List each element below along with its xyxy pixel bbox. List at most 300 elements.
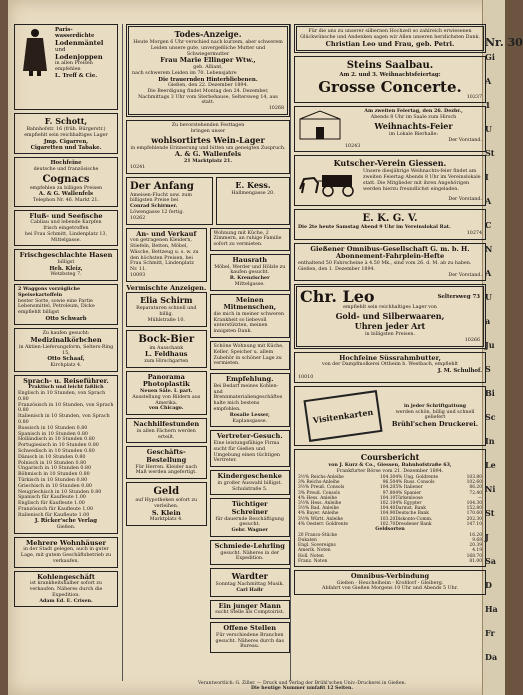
ad-title: Gießener Omnibus-Gesellschaft G. m. b. H. bbox=[310, 244, 470, 253]
wein-ad bbox=[126, 120, 290, 174]
table-cell: 202.30 bbox=[466, 516, 482, 522]
section-title: Vermischte Anzeigen. bbox=[126, 283, 207, 292]
kurs-table bbox=[298, 475, 482, 527]
list-item: Spanisch für Kaufleute 1.00 bbox=[18, 495, 86, 501]
ad-big: Grosse Concerte. bbox=[318, 77, 462, 96]
ad-text2: werden schön, billig und schnell geliefert bbox=[395, 409, 475, 421]
todes-anzeige bbox=[126, 24, 290, 117]
ad-number: 10268 bbox=[268, 106, 284, 112]
list-item: Griechisch in 10 Stunden 0.80 bbox=[18, 483, 92, 489]
wohnhaeuser-ad bbox=[14, 537, 118, 568]
list-item: Schwedisch in 10 Stunden 0.80 bbox=[18, 448, 95, 454]
schott-ad bbox=[14, 113, 118, 154]
ad-text: in allen Fächern werden erteilt. bbox=[136, 428, 196, 440]
butter-ad bbox=[294, 352, 486, 384]
ad-firm: Carl Hallr bbox=[236, 586, 264, 593]
table-cell: 102.60 bbox=[466, 480, 482, 486]
ad-title: Wardter bbox=[231, 571, 268, 582]
hausrath-ad bbox=[210, 254, 291, 291]
ad-addr: Mühlstraße 10. bbox=[147, 317, 185, 323]
column-2 bbox=[122, 24, 290, 681]
list-item: Ungarisch in 10 Stunden 0.80 bbox=[18, 466, 92, 472]
ad-title: Schmiede-Lehrling bbox=[214, 541, 285, 550]
ad-title: Geschäfts-Bestellung bbox=[146, 448, 187, 465]
ad-number: 10274 bbox=[466, 230, 482, 236]
anfang-ad bbox=[126, 177, 213, 225]
ad-line: empfehlen bbox=[55, 67, 81, 73]
mann-ad bbox=[210, 600, 291, 619]
list-item: Englisch in 10 Stunden, von Sprach 0.80 bbox=[18, 390, 106, 402]
table-cell: 4% Oesterr. Goldrente bbox=[298, 521, 348, 527]
visitenkarten-ad bbox=[294, 386, 486, 446]
ad-text: Unsere diesjährige Weihnachts-feier findet am zweiten Feiertag Abends 8 Uhr im Vereinslokale statt. Die Mitglieder mit ihren Angehörigen werden hierzu freundlichst eingeladen. bbox=[363, 169, 481, 192]
panorama-ad bbox=[126, 371, 207, 415]
table-cell: 104.10 bbox=[379, 495, 396, 501]
kartoffel-ad bbox=[14, 284, 118, 325]
ad-firm: Rosalie Lesser, bbox=[229, 411, 270, 418]
ad-headline: Lodenmäntel bbox=[55, 38, 104, 47]
table-cell: 72.40 bbox=[469, 490, 482, 496]
ad-firm: Gebr. Wagner bbox=[231, 527, 268, 534]
ad-place: Gießen, den 22. Dezember 1894. bbox=[167, 82, 249, 88]
ad-firm: Otto Schaaf, bbox=[47, 356, 85, 363]
edge-text-fragment: N bbox=[485, 244, 493, 254]
column-3 bbox=[290, 24, 486, 681]
table-cell: 3½% Preuß. Consols bbox=[298, 485, 345, 491]
table-cell: Franz. Noten bbox=[298, 558, 328, 564]
ad-line: und bbox=[55, 47, 66, 54]
ad-text: von getragenen Kleidern, Stiefeln, Betten, Möbel, Wäsche, Bettzeug u. s. w. zu den höchsten Preisen, bei Frau Schmitt, Lindenplatz Nr. 11. bbox=[130, 238, 199, 273]
table-cell: 3½% Reichs-Anleihe bbox=[298, 474, 344, 480]
edge-text-fragment: D bbox=[485, 580, 492, 590]
sorten-table bbox=[298, 533, 482, 564]
table-cell: 104.30 bbox=[466, 500, 482, 506]
table-cell: 20.39 bbox=[469, 543, 482, 549]
ad-pre2: deutsche und französische bbox=[33, 166, 99, 172]
ad-title: E. Kess. bbox=[235, 179, 271, 190]
ad-title: E. K. G. V. bbox=[362, 213, 418, 225]
ad-text: Gießen - Heuchelheim - Krofdorf - Gleiberg. bbox=[336, 580, 444, 586]
schreiner-ad bbox=[210, 498, 291, 537]
table-cell: 96.50 bbox=[382, 480, 396, 486]
ad-addr: Kaplansgasse. bbox=[232, 418, 268, 424]
ad-funeral: Die Beerdigung findet Montag den 24. Dezember, Nachmittags 3 Uhr vom Sterbehause, Seltersweg 14, aus statt. bbox=[138, 88, 278, 106]
ad-text: in jeder Schriftgattung bbox=[403, 402, 467, 409]
ad-text: Für Herren. Kleider nach Maß werden angefertigt. bbox=[135, 464, 198, 476]
ad-title: Steins Saalbau. bbox=[346, 60, 434, 72]
footer-note: Die heutige Nummer umfaßt 12 Seiten. bbox=[251, 686, 353, 691]
kutscher-ad bbox=[294, 155, 486, 206]
ad-text: in billigsten Preisen. bbox=[364, 332, 416, 338]
ad-firm: S. Klein bbox=[151, 508, 181, 517]
ad-sub: Praktisch und leicht faßlich bbox=[28, 384, 104, 391]
ad-title: Bock-Bier bbox=[138, 333, 195, 345]
deceased-name: Frau Marie Ellinger Wtw., bbox=[160, 56, 256, 65]
ad-number: 10237 bbox=[466, 94, 482, 100]
omnibus-ad bbox=[294, 243, 486, 282]
ad-title: Mehrere Wohnhäuser bbox=[25, 538, 107, 547]
edge-text-fragment: I bbox=[485, 172, 489, 182]
table-cell: 103.20 bbox=[379, 516, 396, 522]
row-anfang bbox=[126, 177, 290, 228]
ad-names: Christian Leo und Frau, geb. Petri. bbox=[325, 39, 455, 48]
col2-left bbox=[126, 228, 207, 657]
edge-text-fragment: Sa bbox=[485, 556, 496, 566]
weihnacht-ad bbox=[294, 106, 486, 152]
table-cell: 4% Egypter bbox=[395, 500, 422, 506]
ad-text: auf Hypotheken sofort zu verleihen. bbox=[135, 498, 198, 510]
table-cell: 104.40 bbox=[379, 506, 396, 512]
ad-title: Omnibus-Verbindung bbox=[350, 571, 430, 580]
edge-text-fragment: U bbox=[485, 292, 492, 302]
ad-addr: zum Hirschgarten bbox=[144, 359, 189, 365]
ad-sig: Die trauernden Hinterbliebenen. bbox=[158, 76, 258, 83]
ad-addr: Gießen. bbox=[56, 524, 76, 530]
ad-sub: Bahnhofstr. 16 (früh. Bürgerstr.) bbox=[26, 127, 106, 132]
table-cell: 4.19 bbox=[472, 548, 482, 554]
edge-text-fragment: Ni bbox=[485, 484, 496, 494]
saalbau-ad bbox=[294, 56, 486, 103]
table-cell: 86.20 bbox=[469, 485, 482, 491]
ad-item: Cigaretten und Tabake. bbox=[30, 145, 102, 151]
list-item: Polnisch in 10 Stunden 0.80 bbox=[18, 460, 87, 466]
ad-text: enthaltend 50 Fahrscheine à 4.50 Mk., sind vom 26. d. M. ab zu haben. bbox=[298, 260, 472, 266]
ad-title: Tüchtiger Schreiner bbox=[231, 500, 268, 516]
ad-firm: Der Vorstand. bbox=[448, 197, 482, 203]
geld-ad bbox=[126, 482, 207, 526]
ad-addr: Löwengasse 12 fertig. bbox=[130, 209, 184, 215]
table-cell: Amerik. Noten bbox=[298, 548, 331, 554]
wohnung-ad bbox=[210, 228, 291, 251]
ad-firm: Der Vorstand. bbox=[448, 272, 482, 278]
schmiede-ad bbox=[210, 540, 291, 565]
ad-title: Hochfeine Süssrahmbutter, bbox=[339, 353, 441, 362]
visitenkarte-card-graphic bbox=[303, 390, 382, 442]
bockbier-ad bbox=[126, 330, 207, 368]
row-mid bbox=[126, 228, 290, 657]
ad-pre2: bringen unser bbox=[190, 128, 226, 134]
list-item: Englisch für Kaufleute 1.00 bbox=[18, 501, 85, 507]
column-1 bbox=[14, 24, 118, 681]
table-cell: 104.30 bbox=[379, 474, 396, 480]
edge-text-fragment: J bbox=[485, 532, 489, 542]
table-cell: 103.80 bbox=[466, 474, 482, 480]
carriage-icon bbox=[298, 169, 360, 197]
coat-figure-icon bbox=[18, 27, 52, 77]
ad-text: Neuen Säle. I. part. bbox=[140, 388, 193, 395]
ad-text2: Conrad Schirmer. bbox=[130, 203, 178, 210]
edge-text-fragment: St bbox=[485, 508, 495, 518]
ad-text2: Abfahrt von Gießen Morgens 10 Uhr und Abends 5 Uhr. bbox=[321, 586, 459, 592]
edge-text-fragment: S bbox=[485, 364, 491, 374]
ad-text: Ameisen-Flucht usw. zum billigsten Preise bei bbox=[130, 192, 192, 204]
ad-text: Schöne Wohnung mit Küche, Keller, Speicher u. allem Zubehör in schöner Lage zu vermieten. bbox=[213, 344, 284, 367]
wardter-ad bbox=[210, 568, 291, 597]
ad-text: Wohnung mit Küche, 2 Zimmern, an ruhige Familie sofort zu vermieten. bbox=[213, 230, 282, 248]
ad-text: von der Dampfmolkerei Ottheim b. Westbach, empfiehlt bbox=[322, 362, 458, 368]
ad-title: An- und Verkauf bbox=[136, 229, 197, 238]
edge-text-fragment: Gi bbox=[485, 52, 495, 62]
ad-number: 10010 bbox=[298, 374, 314, 380]
table-cell: 4% Ung. Goldrente bbox=[395, 474, 439, 480]
ad-number: 10266 bbox=[464, 337, 480, 343]
kess-ad bbox=[216, 177, 290, 225]
hall-icon bbox=[298, 109, 342, 141]
ad-text: Reparaturen schnell und billig. bbox=[136, 306, 197, 318]
list-item: Französisch für Kaufleute 1.00 bbox=[18, 506, 94, 512]
kutscher-row bbox=[298, 169, 482, 197]
edge-text-fragment: In bbox=[485, 436, 495, 446]
table-cell: 3½% Hess. Anleihe bbox=[298, 500, 342, 506]
ekgv-ad bbox=[294, 209, 486, 240]
table-cell: 97.80 bbox=[382, 490, 396, 496]
table-cell: 4% Bayer. Anleihe bbox=[298, 511, 339, 517]
ad-firm: Adam Ed. E. Crisen. bbox=[39, 597, 93, 604]
ad-title: Der Anfang bbox=[130, 180, 194, 192]
deceased-geb: geb. Alliant, bbox=[193, 64, 223, 70]
list-item: Portugiesisch in 10 Stunden 0.80 bbox=[18, 443, 99, 449]
ad-pre: Zu bevorstehenden Festtagen bbox=[171, 122, 245, 128]
ad-addr: Wetzbsteg 7. bbox=[50, 272, 82, 278]
ad-text: in großer Auswahl billigst. bbox=[217, 480, 283, 486]
ad-title: Kohlengeschäft bbox=[37, 572, 95, 581]
ad-addr: Marktplatz 4. bbox=[149, 517, 183, 523]
sprachfuehrer-ad bbox=[14, 375, 118, 534]
list-item: Französisch in 10 Stunden, von Sprach 0.80 bbox=[18, 402, 114, 414]
page-footer bbox=[122, 681, 482, 691]
ad-item: Jmp. Cigarren, bbox=[43, 138, 89, 145]
ankauf-ad bbox=[126, 228, 207, 282]
list-item: Böhmisch in 10 Stunden 0.80 bbox=[18, 472, 90, 478]
sprachfuehrer-list bbox=[18, 391, 114, 519]
ad-title: Meinen Mitmenschen, bbox=[223, 295, 277, 312]
table-cell: 9.68 bbox=[472, 537, 482, 543]
ad-number: 10241 bbox=[130, 164, 146, 170]
footer-text: Verantwortlich: G. Ziller. — Druck und Verlag der Brühl'schen Univ.-Druckerei in Gießen. bbox=[197, 681, 406, 686]
ad-line: wasserdichte bbox=[55, 33, 95, 40]
ad-pre: Hochfeine bbox=[50, 160, 82, 167]
weihnacht-text bbox=[345, 109, 482, 149]
ad-title: Ein junger Mann bbox=[218, 601, 281, 610]
ad-title: wohlsortirtes Wein-Lager bbox=[151, 134, 265, 145]
leo-header bbox=[300, 289, 480, 305]
ad-firm: J. Ricker'sche Verlag bbox=[34, 518, 98, 525]
ad-title: Offene Stellen bbox=[223, 624, 277, 633]
ad-sub: im Lokale Bierhalle: bbox=[388, 131, 438, 137]
ad-line: bester Sorte, sowie eine Partie bbox=[18, 298, 93, 304]
ad-text: empfiehlt sein reichhaltiges Lager bbox=[24, 132, 108, 138]
ad-title: Vertreter-Gesuch. bbox=[216, 432, 283, 441]
ad-text: Hallmengasse 20. bbox=[231, 190, 275, 196]
ad-title: Panorama Photoplastik bbox=[142, 372, 190, 389]
edge-text-fragment: 1 bbox=[485, 100, 491, 110]
ad-text: in empfehlende Erinnerung und bitten um geneigten Zuspruch. bbox=[130, 145, 286, 151]
ad-firm: A. & G. Wallenfels bbox=[38, 191, 94, 198]
ad-title: Cognacs bbox=[42, 173, 90, 185]
cognacs-ad bbox=[14, 157, 118, 206]
leo-ad bbox=[294, 284, 486, 348]
ad-addr: Kirchplatz 4. bbox=[50, 362, 82, 368]
ad-number: 10093 bbox=[130, 272, 146, 278]
ad-title: Sprach- u. Reiseführer. bbox=[23, 376, 109, 385]
table-cell: 81.00 bbox=[469, 558, 482, 564]
table-cell: — bbox=[477, 495, 482, 501]
sorten-title: Geldsorten bbox=[375, 525, 405, 532]
table-cell: 3% Preuß. Consols bbox=[298, 490, 340, 496]
ad-title: Todes-Anzeige. bbox=[174, 29, 242, 39]
lodenmantel-ad bbox=[14, 24, 118, 110]
ad-place: Gießen, den 1. Dezember 1894. bbox=[298, 266, 376, 272]
ad-firm: Heh. Kleiz, bbox=[49, 265, 83, 272]
ad-text: die mich in meiner schweren Krankheit so liebevoll unterstützten, meinen innigsten Dank. bbox=[213, 311, 285, 335]
ad-sub: von J. Kurz & Co., Giessen, Bahnhofstraße 63, bbox=[328, 462, 452, 469]
table-cell: Engl. Sovereigns bbox=[298, 543, 336, 549]
table-cell: 4% Hess. Anleihe bbox=[298, 495, 337, 501]
table-cell: 4% Spanier bbox=[395, 490, 422, 496]
ad-title: F. Schott, bbox=[44, 116, 88, 126]
ad-firm: Brühl'schen Druckerei. bbox=[391, 420, 479, 429]
table-cell: 20 Francs-Stücke bbox=[298, 532, 338, 538]
ad-addr: Schulstraße 5. bbox=[232, 486, 268, 492]
table-cell: Deutsche Bank bbox=[395, 511, 429, 517]
fisch-ad bbox=[14, 210, 118, 247]
kohlen-ad bbox=[14, 571, 118, 608]
list-item: Türkisch in 10 Stunden 0.80 bbox=[18, 477, 88, 483]
ad-pre2: Abends 8 Uhr im Saale zum Hirsch bbox=[370, 115, 457, 121]
edge-text-fragment: a bbox=[485, 316, 491, 326]
edge-text-fragment: Le bbox=[485, 460, 496, 470]
table-cell: 170.60 bbox=[466, 511, 482, 517]
edge-text-fragment: Nr. 30 bbox=[485, 36, 523, 49]
ad-line: Paris- bbox=[55, 27, 73, 33]
hasen-ad bbox=[14, 249, 118, 281]
table-cell: Diskonto-Comm. bbox=[395, 516, 433, 522]
table-cell: 3% Reichs-Anleihe bbox=[298, 480, 340, 486]
vk-label: Visitenkarten bbox=[312, 406, 374, 426]
ad-text: Sonntag Nachmittag Musik. bbox=[215, 582, 284, 588]
ad-text: Möbel, Werder und Hölzle zu kaufen gesucht. bbox=[214, 264, 286, 276]
stellen-ad bbox=[210, 622, 291, 653]
table-cell: 16.20 bbox=[469, 532, 482, 538]
edge-text-fragment: A bbox=[485, 196, 492, 206]
table-cell: 104.20 bbox=[379, 485, 396, 491]
list-item: Italienisch in 10 Stunden, von Sprach 0.80 bbox=[18, 414, 110, 425]
ad-text: Für die uns zu unserer silbernen Hochzeit so zahlreich erwiesenen Glückwünsche und Andenken sagen wir Allen unseren herzlichsten Dank. bbox=[300, 29, 480, 40]
ad-big: Gold- und Silberwaaren, bbox=[335, 311, 445, 322]
ad-text: Für verschiedene Branchen gesucht. Näheres durch das Bureau. bbox=[215, 632, 284, 650]
kinder-ad bbox=[210, 470, 291, 495]
ad-addr: Seltersweg 73 bbox=[437, 294, 480, 301]
ad-title: Nachhilfestunden bbox=[133, 420, 200, 429]
ad-title: Empfehlung. bbox=[226, 375, 274, 384]
ad-number: 10243 bbox=[345, 143, 361, 149]
ad-text: sucht Stelle als Comptoirist. bbox=[215, 610, 285, 616]
ad-title: Medizinalkörbchen bbox=[30, 336, 102, 345]
ad-addr: Mittelgasse. bbox=[234, 281, 265, 287]
list-item: Russisch in 10 Stunden 0.80 bbox=[18, 425, 88, 431]
table-cell: 168.70 bbox=[466, 553, 482, 559]
medizin-ad bbox=[14, 328, 118, 371]
ad-sub2: Frankfurter Börse vom 21. Dezember 1894. bbox=[336, 469, 444, 475]
ad-firm: L. Treff & Cie. bbox=[55, 73, 98, 79]
ad-pre: empfiehlt sein reichhaltiges Lager von bbox=[343, 305, 437, 311]
ad-sub: Abonnement-Fahrplein-Hefte bbox=[335, 252, 445, 261]
ad-text: Die 2te heute Samstag Abend 9 Uhr im Vereinslokal Rat. bbox=[298, 224, 451, 231]
table-cell: Türkenloose bbox=[395, 495, 423, 501]
ad-text: Heute Morgen 6 Uhr verschied nach kurzem, aber schwerem Leiden unsere gute, unvergeßliche Mutter und Schwiegermutter bbox=[133, 40, 283, 57]
ad-text: in Aktien-Lieferungsform, Selters-Ring 15, bbox=[18, 344, 114, 356]
table-cell: Darmst. Bank bbox=[395, 506, 426, 512]
ad-title: Geld bbox=[153, 486, 180, 498]
ad-sub: im Ausschank bbox=[149, 345, 184, 351]
ad-text: frisch eingetroffen bbox=[43, 226, 89, 231]
ad-text: empfehlen zu billigen Preisen bbox=[29, 185, 103, 191]
edge-text-fragment: A bbox=[485, 76, 492, 86]
ad-line: 2 Waggons vorzügliche Speisekartoffeln bbox=[18, 285, 81, 298]
ad-text: gesucht. Näheres in der Expedition. bbox=[220, 550, 280, 562]
table-row bbox=[298, 559, 482, 564]
coursbericht bbox=[294, 449, 486, 567]
ad-text: Cabliau und lebende Karpfen bbox=[30, 220, 102, 226]
omnibus-verbindung-ad bbox=[294, 570, 486, 595]
vertreter-ad bbox=[210, 430, 291, 467]
table-cell: 3½% Bad. Anleihe bbox=[298, 506, 339, 512]
ad-title: Weihnachts-Feier bbox=[374, 120, 453, 131]
ad-pre: Zu kaufen gesucht: bbox=[42, 331, 90, 337]
ad-pre: Am zweiten Feiertag, den 26. Dezbr., bbox=[364, 108, 463, 115]
ad-firm: L. Feldhaus bbox=[145, 350, 188, 359]
ad-text: ist krankheitshalber sofort zu verkaufen. Näheres durch die Expedition. bbox=[29, 581, 103, 598]
ad-addr: bei Frau Schmitt, Lindenplatz 13, Mittelgasse. bbox=[25, 231, 107, 243]
ad-title: Kindergeschenke bbox=[217, 472, 282, 481]
wohnung2-ad bbox=[210, 341, 291, 370]
ad-number: 10262 bbox=[130, 215, 146, 221]
table-cell: 102.70 bbox=[379, 521, 396, 527]
edge-text-fragment: Ju bbox=[485, 340, 495, 350]
table-cell: 4% Russ. Consols bbox=[395, 480, 435, 486]
ad-title: Chr. Leo bbox=[300, 287, 375, 307]
table-cell: Dresdener Bank bbox=[395, 521, 432, 527]
edge-text-fragment: Fr bbox=[485, 628, 495, 638]
ad-line: Lebensmittel, Petroleum, Dicke bbox=[18, 304, 95, 310]
geschaeft-ad bbox=[126, 446, 207, 479]
table-cell: 3½% Württ. Anleihe bbox=[298, 516, 344, 522]
ad-title: Hausrath bbox=[232, 255, 268, 264]
table-cell: Holl. Noten bbox=[298, 553, 324, 559]
ad-addr: 21 Marktplatz 21. bbox=[183, 157, 233, 164]
edge-text-fragment: U bbox=[485, 124, 492, 134]
ad-title: Coursbericht bbox=[360, 452, 420, 463]
table-cell: Dukaten bbox=[298, 537, 317, 543]
ad-headline: Lodenjoppen bbox=[55, 52, 103, 61]
ad-text: billigst bbox=[57, 259, 75, 265]
edge-text-fragment: C bbox=[485, 220, 492, 230]
table-cell: 104.90 bbox=[379, 511, 396, 517]
ad-addr: Telephon Nr. 46. Markt 21. bbox=[33, 197, 99, 203]
ad-line: empfiehlt billigst bbox=[18, 310, 60, 316]
list-item: Italienisch für Kaufleute 1.00 bbox=[18, 512, 90, 518]
edge-text-fragment: A bbox=[485, 268, 492, 278]
edge-text-fragment: Ha bbox=[485, 604, 498, 614]
list-item: Neugriechisch in 10 Stunden 0.80 bbox=[18, 489, 102, 495]
ad-firm: Otto Schwarb bbox=[45, 315, 87, 322]
dank-ad bbox=[294, 24, 486, 53]
ad-sub: Am 2. und 3. Weihnachtsfeiertag: bbox=[339, 72, 441, 79]
edge-text-fragment: Da bbox=[485, 652, 498, 662]
ad-line: in allen Preisen bbox=[55, 61, 93, 67]
empfehlung-ad bbox=[210, 373, 291, 427]
edge-text-fragment: Sc bbox=[485, 412, 496, 422]
